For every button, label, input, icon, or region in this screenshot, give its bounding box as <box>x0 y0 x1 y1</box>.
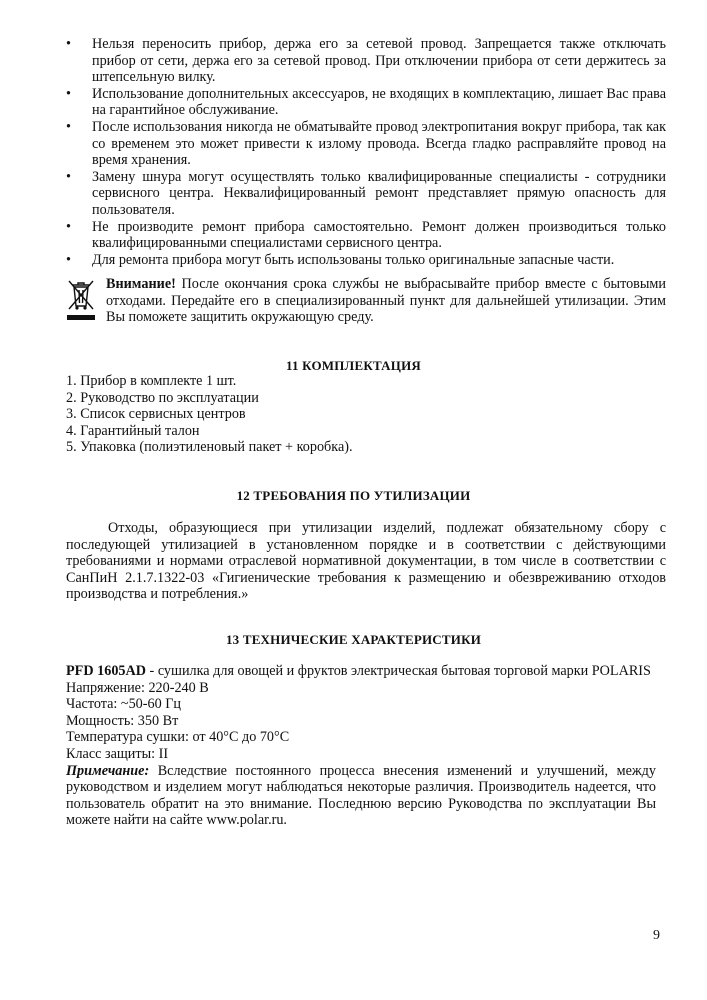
spec-power: Мощность: 350 Вт <box>66 712 179 729</box>
list-item <box>66 36 666 86</box>
bullet-text: Использование дополнительных аксессуаров, не входящих в комплектацию, лишает Вас права на гарантийное обслуживание. <box>92 85 666 119</box>
bullet-text: Для ремонта прибора могут быть использованы только оригинальные запасные части. <box>92 251 615 268</box>
bullet-text: После использования никогда не обматывайте провод электропитания вокруг прибора, так как со временем это может привести к излому провода. Всегда гладко расправляйте провод на время хранения. <box>92 118 666 169</box>
warning-text: После окончания срока службы не выбрасывайте прибор вместе с бытовыми отходами. Передайте его в специализированный пункт для дальнейшей утилизации. Этим Вы поможете защитить окружающую среду. <box>106 276 666 326</box>
list-item: 4. Гарантийный талон <box>66 422 200 439</box>
spec-block <box>66 663 656 829</box>
disposal-paragraph: Отходы, образующиеся при утилизации изделий, подлежат обязательному сбору с последующей утилизацией в установленном порядке и в соответствии с действующими требованиями и нормами отраслевой нормативной документации, в том числе в соответствии с СанПиН 2.1.7.1322-03 «Гигиенические требования к размещению и обезвреживанию отходов производства и потребления.» <box>66 520 666 603</box>
bullet-text: Замену шнура могут осуществлять только квалифицированные специалисты - сотрудники сервисного центра. Неквалифицированный ремонт представляет прямую опасность для пользователя. <box>92 168 666 218</box>
bullet-text: Нельзя переносить прибор, держа его за сетевой провод. Запрещается также отключать прибор от сети, держа его за сетевой провод. При отключении прибора от сети держитесь за штепсельную вилку. <box>92 36 666 86</box>
model-name: PFD 1605AD <box>66 663 146 679</box>
list-item: 3. Список сервисных центров <box>66 406 246 423</box>
note-label: Примечание: <box>66 762 150 779</box>
note-text: Вследствие постоянного процесса внесения изменений и улучшений, между руководством и изделием могут наблюдаться некоторые различия. Производитель надеется, что пользователь обратит на это внимание. Последнюю версию Руководства по эксплуатации Вы можете найти на сайте www.polar.ru. <box>66 762 656 829</box>
list-item <box>66 119 666 169</box>
kit-list <box>66 373 566 456</box>
safety-bullet-list <box>66 36 666 268</box>
list-item: 5. Упаковка (полиэтиленовый пакет + коробка). <box>66 439 353 456</box>
bullet-icon: • <box>66 85 71 102</box>
list-item: 2. Руководство по эксплуатации <box>66 389 259 406</box>
model-description: - сушилка для овощей и фруктов электрическая бытовая торговой марки POLARIS <box>146 663 651 679</box>
model-line <box>66 663 656 680</box>
bullet-icon: • <box>66 36 71 52</box>
bullet-icon: • <box>66 251 71 268</box>
spec-protection-class: Класс защиты: II <box>66 745 169 762</box>
section-heading-disposal: 12 ТРЕБОВАНИЯ ПО УТИЛИЗАЦИИ <box>236 488 471 503</box>
disposal-warning <box>66 276 666 326</box>
bullet-text: Не производите ремонт прибора самостоятельно. Ремонт должен производиться только квалифицированными специалистами сервисного центра. <box>92 218 666 252</box>
note-paragraph <box>66 763 656 829</box>
section-heading-specs: 13 ТЕХНИЧЕСКИЕ ХАРАКТЕРИСТИКИ <box>225 632 482 647</box>
list-item <box>66 219 666 252</box>
page-number: 9 <box>653 928 660 943</box>
list-item <box>66 86 666 119</box>
bullet-icon: • <box>66 168 71 185</box>
bullet-icon: • <box>66 118 71 135</box>
list-item: 1. Прибор в комплекте 1 шт. <box>66 373 237 389</box>
spec-temperature: Температура сушки: от 40°С до 70°С <box>66 729 290 746</box>
list-item <box>66 169 666 219</box>
crossed-bin-icon <box>66 278 96 322</box>
spec-frequency: Частота: ~50-60 Гц <box>66 696 182 713</box>
bullet-icon: • <box>66 218 71 235</box>
spec-voltage: Напряжение: 220-240 В <box>66 679 209 696</box>
warning-label: Внимание! <box>106 276 176 292</box>
section-heading-kit: 11 КОМПЛЕКТАЦИЯ <box>286 358 421 373</box>
list-item <box>66 252 666 269</box>
